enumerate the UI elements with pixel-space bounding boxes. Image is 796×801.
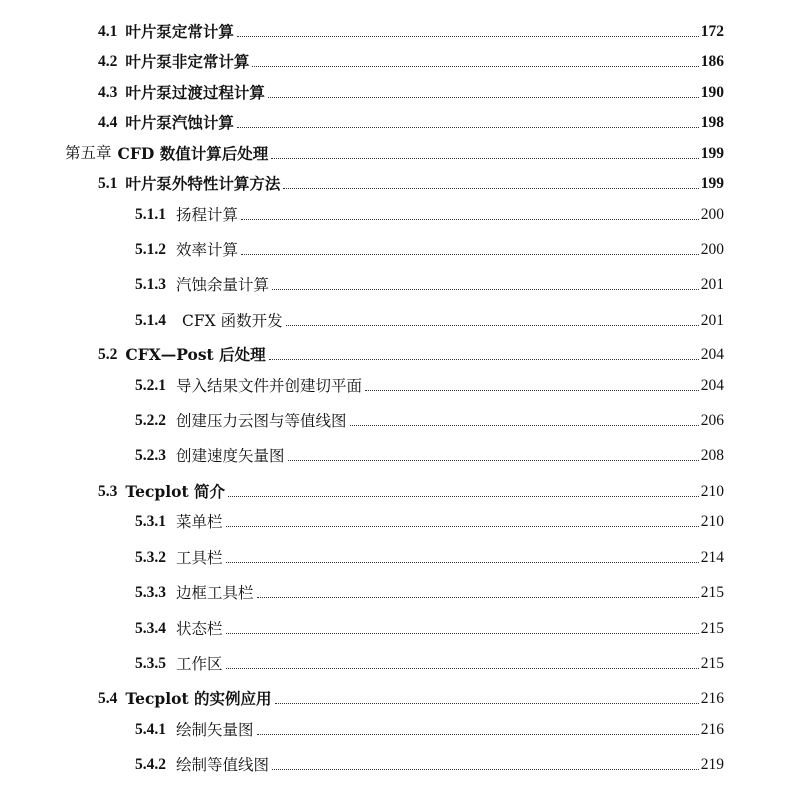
page-number: 208 [700, 447, 724, 464]
section-title: 导入结果文件并创建切平面 [176, 377, 363, 395]
section-title: Tecplot 简介 [125, 482, 226, 501]
toc-entry-5-2-3[interactable] [135, 442, 724, 466]
toc-entry-5-1-3[interactable] [135, 271, 724, 295]
section-title: 绘制等值线图 [176, 756, 270, 774]
section-number: 5.3.4 [135, 620, 166, 637]
section-number: 5.3.5 [135, 655, 166, 672]
section-number: 4.1 [98, 23, 118, 40]
section-title: 菜单栏 [176, 513, 223, 531]
toc-entry-5-1-2[interactable] [135, 236, 724, 260]
section-number: 5.1.1 [135, 206, 166, 223]
section-number: 5.4.2 [135, 756, 166, 773]
toc-entry-5-3-4[interactable] [135, 615, 724, 639]
section-title: 创建速度矢量图 [176, 447, 285, 465]
page-number: 199 [700, 145, 724, 162]
chapter-number: 第五章 [65, 145, 112, 162]
section-number: 5.3.2 [135, 549, 166, 566]
toc-entry-4-4[interactable] [98, 109, 724, 133]
section-title: CFX—Post 后处理 [125, 345, 266, 364]
toc-entry-5-1-4[interactable] [135, 307, 724, 331]
toc-entry-5-4-2[interactable] [135, 751, 724, 775]
section-title: 叶片泵非定常计算 [125, 52, 250, 71]
page-number: 204 [700, 346, 724, 363]
toc-entry-5-4-1[interactable] [135, 716, 724, 740]
section-title: 效率计算 [176, 241, 239, 259]
section-title: 叶片泵过渡过程计算 [125, 83, 265, 102]
section-title: 扬程计算 [176, 206, 239, 224]
page-number: 199 [700, 175, 724, 192]
page-number: 198 [700, 114, 724, 131]
dot-leader [226, 525, 699, 527]
section-number: 5.4 [98, 690, 118, 707]
toc-entry-chapter-5[interactable] [65, 140, 724, 164]
dot-leader [226, 632, 699, 634]
toc-entry-4-3[interactable] [98, 79, 724, 103]
page-number: 172 [700, 23, 724, 40]
section-title: Tecplot 的实例应用 [125, 689, 272, 708]
dot-leader [275, 702, 699, 704]
section-title: 边框工具栏 [176, 584, 254, 602]
dot-leader [283, 187, 698, 189]
page-number: 215 [700, 584, 724, 601]
section-number: 5.1 [98, 175, 118, 192]
chapter-title: CFD 数值计算后处理 [117, 144, 269, 163]
dot-leader [268, 96, 699, 98]
dot-leader [350, 424, 699, 426]
toc-entry-5-2[interactable] [98, 341, 724, 365]
section-number: 5.1.2 [135, 241, 166, 258]
toc-entry-4-2[interactable] [98, 48, 724, 72]
section-title: 汽蚀余量计算 [176, 276, 270, 294]
section-number: 5.2.1 [135, 377, 166, 394]
section-title: 状态栏 [176, 620, 223, 638]
page-number: 186 [700, 53, 724, 70]
toc-entry-5-3[interactable] [98, 478, 724, 502]
dot-leader [237, 35, 699, 37]
section-number: 5.3 [98, 483, 118, 500]
section-number: 5.1.3 [135, 276, 166, 293]
dot-leader [226, 667, 699, 669]
dot-leader [288, 459, 699, 461]
section-number: 5.2.2 [135, 412, 166, 429]
dot-leader [365, 389, 699, 391]
section-number: 5.1.4 [135, 312, 166, 329]
page-number: 210 [700, 483, 724, 500]
dot-leader [257, 733, 699, 735]
page-number: 216 [700, 690, 724, 707]
page-number: 190 [700, 84, 724, 101]
page-number: 214 [700, 549, 724, 566]
dot-leader [228, 495, 699, 497]
toc-entry-5-1-1[interactable] [135, 201, 724, 225]
dot-leader [286, 324, 699, 326]
page-number: 204 [700, 377, 724, 394]
section-title: CFX 函数开发 [182, 312, 283, 330]
dot-leader [269, 358, 699, 360]
section-title: 创建压力云图与等值线图 [176, 412, 347, 430]
section-title: 绘制矢量图 [176, 721, 254, 739]
toc-entry-5-4[interactable] [98, 685, 724, 709]
toc-entry-4-1[interactable] [98, 18, 724, 42]
page-number: 216 [700, 721, 724, 738]
section-number: 4.4 [98, 114, 118, 131]
dot-leader [252, 65, 698, 67]
section-title: 叶片泵外特性计算方法 [125, 174, 281, 193]
page-number: 201 [700, 312, 724, 329]
page-number: 200 [700, 241, 724, 258]
dot-leader [237, 126, 699, 128]
page-number: 210 [700, 513, 724, 530]
page-number: 200 [700, 206, 724, 223]
page-number: 215 [700, 620, 724, 637]
section-title: 叶片泵定常计算 [125, 22, 234, 41]
toc-entry-5-2-1[interactable] [135, 372, 724, 396]
dot-leader [272, 288, 699, 290]
section-number: 5.4.1 [135, 721, 166, 738]
toc-entry-5-3-5[interactable] [135, 650, 724, 674]
section-title: 工作区 [176, 655, 223, 673]
toc-entry-5-3-2[interactable] [135, 544, 724, 568]
section-number: 5.3.1 [135, 513, 166, 530]
dot-leader [271, 157, 699, 159]
dot-leader [272, 768, 699, 770]
toc-entry-5-2-2[interactable] [135, 407, 724, 431]
section-number: 5.2 [98, 346, 118, 363]
section-number: 4.2 [98, 53, 118, 70]
page-number: 201 [700, 276, 724, 293]
dot-leader [257, 596, 699, 598]
toc-entry-5-3-3[interactable] [135, 579, 724, 603]
dot-leader [241, 253, 699, 255]
section-number: 5.3.3 [135, 584, 166, 601]
section-title: 工具栏 [176, 549, 223, 567]
page-number: 219 [700, 756, 724, 773]
section-title: 叶片泵汽蚀计算 [125, 113, 234, 132]
page-number: 206 [700, 412, 724, 429]
dot-leader [226, 561, 699, 563]
dot-leader [241, 218, 699, 220]
page-number: 215 [700, 655, 724, 672]
section-number: 5.2.3 [135, 447, 166, 464]
toc-entry-5-1[interactable] [98, 170, 724, 194]
section-number: 4.3 [98, 84, 118, 101]
toc-entry-5-3-1[interactable] [135, 508, 724, 532]
